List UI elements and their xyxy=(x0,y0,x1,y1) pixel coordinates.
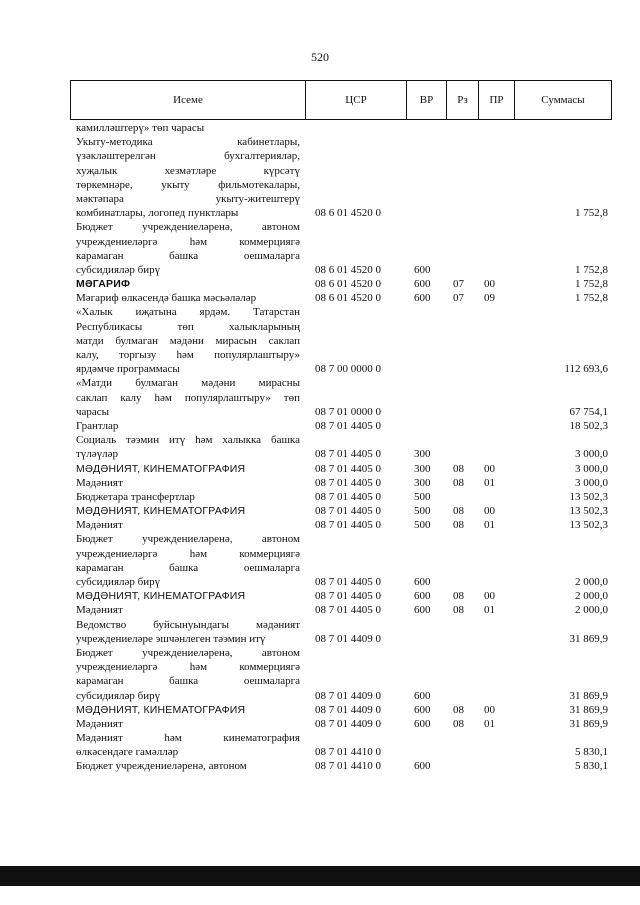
row-name-line: карамаган башка оешмаларга xyxy=(76,675,300,688)
row-sum: 1 752,8 xyxy=(575,207,608,220)
row-vr: 500 xyxy=(414,505,431,518)
row-name-line: учреждениеләре эшчәнлеген тәэмин итү xyxy=(76,632,266,645)
row-rz: 08 xyxy=(453,590,464,603)
table-row xyxy=(76,646,612,703)
row-name xyxy=(76,419,300,433)
table-row xyxy=(76,504,612,518)
row-name xyxy=(76,618,300,646)
row-sum: 2 000,0 xyxy=(575,576,608,588)
table-row xyxy=(76,759,612,773)
row-csr: 08 7 01 4405 0 xyxy=(315,505,381,518)
row-vr: 600 xyxy=(414,760,431,773)
row-name-line: МӘДӘНИЯТ, КИНЕМАТОГРАФИЯ xyxy=(76,505,246,518)
header-name: Исеме xyxy=(173,94,203,106)
row-csr: 08 6 01 4520 0 xyxy=(315,207,381,220)
row-csr: 08 7 01 4405 0 xyxy=(315,462,381,475)
row-name-line: Мәдәният xyxy=(76,476,123,489)
row-name xyxy=(76,759,300,773)
row-sum: 3 000,0 xyxy=(575,448,608,461)
row-pr: 00 xyxy=(484,278,495,291)
row-csr: 08 7 01 4410 0 xyxy=(315,760,381,773)
row-rz: 07 xyxy=(453,292,464,305)
row-name-line: калу, торгызу һәм популярлаштыру» xyxy=(76,349,300,361)
row-csr: 08 7 01 4405 0 xyxy=(315,448,381,461)
row-name xyxy=(76,490,300,504)
row-vr: 300 xyxy=(414,462,431,475)
row-name-line: субсидияләр бирү xyxy=(76,576,161,588)
row-sum: 67 754,1 xyxy=(569,405,608,418)
row-name-line: учреждениеләргә һәм коммерциягә xyxy=(76,235,300,248)
row-sum: 112 693,6 xyxy=(564,363,608,376)
row-csr: 08 7 01 0000 0 xyxy=(315,405,381,418)
row-name xyxy=(76,220,300,277)
row-pr: 01 xyxy=(484,519,495,532)
row-vr: 600 xyxy=(414,689,431,702)
row-rz: 08 xyxy=(453,505,464,518)
row-name-line: Мәгариф өлкәсендә башка мәсьәләләр xyxy=(76,292,257,305)
row-vr: 600 xyxy=(414,604,431,617)
row-sum: 2 000,0 xyxy=(575,590,608,603)
row-csr: 08 6 01 4520 0 xyxy=(315,292,381,305)
row-name xyxy=(76,518,300,532)
table-row xyxy=(76,433,612,461)
row-sum: 1 752,8 xyxy=(575,292,608,305)
row-name xyxy=(76,376,300,419)
table-row xyxy=(76,305,612,376)
row-name xyxy=(76,277,300,291)
row-csr: 08 6 01 4520 0 xyxy=(315,263,381,276)
row-vr: 600 xyxy=(414,717,431,730)
row-name-line: өлкәсендәге гамәлләр xyxy=(76,746,179,759)
table-row xyxy=(76,603,612,617)
row-name-line: МӘГАРИФ xyxy=(76,278,131,291)
row-name-line: матди булмаган мәдәни мирасын саклап xyxy=(76,334,300,347)
row-vr: 600 xyxy=(414,590,431,603)
row-name-line: МӘДӘНИЯТ, КИНЕМАТОГРАФИЯ xyxy=(76,462,246,475)
row-name-line: Бюджет учреждениеләренә, автоном xyxy=(76,646,300,659)
row-name xyxy=(76,731,300,759)
row-vr: 300 xyxy=(414,448,431,461)
row-name xyxy=(76,646,300,703)
table-row xyxy=(76,121,612,135)
row-name xyxy=(76,504,300,518)
table-row xyxy=(76,618,612,646)
row-name-line: карамаган башка оешмаларга xyxy=(76,249,300,262)
row-csr: 08 7 01 4405 0 xyxy=(315,576,381,588)
row-name-line: Бюджет учреждениеләренә, автоном xyxy=(76,221,300,234)
row-vr: 600 xyxy=(414,278,431,291)
row-csr: 08 7 01 4409 0 xyxy=(315,632,381,645)
row-vr: 500 xyxy=(414,490,431,503)
row-name xyxy=(76,603,300,617)
table-row xyxy=(76,462,612,476)
row-rz: 08 xyxy=(453,604,464,617)
row-name-line: үзәкләштерелгән бухгалтерияләр, xyxy=(76,150,300,163)
row-name xyxy=(76,135,300,220)
row-vr: 600 xyxy=(414,576,431,588)
row-name-line: МӘДӘНИЯТ, КИНЕМАТОГРАФИЯ xyxy=(76,703,246,716)
row-rz: 08 xyxy=(453,462,464,475)
row-pr: 01 xyxy=(484,717,495,730)
scan-edge-bar xyxy=(0,866,640,886)
row-vr: 500 xyxy=(414,519,431,532)
row-name-line: Бюджетара трансфертлар xyxy=(76,490,195,503)
row-name-line: учреждениеләргә һәм коммерциягә xyxy=(76,547,300,560)
row-name-line: ярдәмче программасы xyxy=(76,363,180,376)
table-row xyxy=(76,490,612,504)
row-rz: 08 xyxy=(453,703,464,716)
table-row xyxy=(76,731,612,759)
row-sum: 3 000,0 xyxy=(575,476,608,489)
table-row xyxy=(76,717,612,731)
row-name-line: Грантлар xyxy=(76,419,119,432)
table-body xyxy=(76,121,612,774)
row-sum: 1 752,8 xyxy=(575,278,608,291)
row-pr: 09 xyxy=(484,292,495,305)
row-name-line: «Халык иҗатына ярдәм. Татарстан xyxy=(76,306,300,319)
row-sum: 13 502,3 xyxy=(569,490,608,503)
row-pr: 00 xyxy=(484,505,495,518)
row-name-line: Бюджет учреждениеләренә, автоном xyxy=(76,533,300,546)
row-pr: 00 xyxy=(484,703,495,716)
row-vr: 300 xyxy=(414,476,431,489)
row-sum: 5 830,1 xyxy=(575,746,608,759)
table-row xyxy=(76,277,612,291)
row-name-line: Мәдәният xyxy=(76,519,123,532)
row-name-line: камилләштерү» төп чарасы xyxy=(76,122,205,134)
row-csr: 08 7 01 4409 0 xyxy=(315,689,381,702)
header-vr: ВР xyxy=(406,81,446,119)
row-name-line: субсидияләр бирү xyxy=(76,263,161,276)
table-row xyxy=(76,419,612,433)
row-pr: 01 xyxy=(484,604,495,617)
table-header xyxy=(70,80,612,120)
header-csr: ЦСР xyxy=(305,81,406,119)
row-csr: 08 7 00 0000 0 xyxy=(315,363,381,376)
row-name-line: карамаган башка оешмаларга xyxy=(76,561,300,574)
row-sum: 1 752,8 xyxy=(575,263,608,276)
row-name-line: Республикасы төп халыкларының xyxy=(76,320,300,333)
row-vr: 600 xyxy=(414,263,431,276)
row-rz: 07 xyxy=(453,278,464,291)
page-number: 520 xyxy=(311,50,329,64)
table-row xyxy=(76,376,612,419)
row-csr: 08 7 01 4410 0 xyxy=(315,746,381,759)
header-sum: Суммасы xyxy=(514,81,611,119)
table-row xyxy=(76,476,612,490)
row-csr: 08 7 01 4409 0 xyxy=(315,717,381,730)
row-csr: 08 7 01 4405 0 xyxy=(315,476,381,489)
table-row xyxy=(76,532,612,589)
table-row xyxy=(76,703,612,717)
row-csr: 08 6 01 4520 0 xyxy=(315,278,381,291)
row-rz: 08 xyxy=(453,476,464,489)
row-csr: 08 7 01 4405 0 xyxy=(315,590,381,603)
row-name xyxy=(76,121,300,135)
row-sum: 3 000,0 xyxy=(575,462,608,475)
row-sum: 31 869,9 xyxy=(569,689,608,702)
row-name-line: комбинатлары, логопед пунктлары xyxy=(76,207,239,220)
row-sum: 5 830,1 xyxy=(575,760,608,773)
row-name-line: Социаль тәэмин итү һәм халыкка башка xyxy=(76,434,300,447)
row-sum: 31 869,9 xyxy=(569,632,608,645)
table-row xyxy=(76,518,612,532)
row-pr: 00 xyxy=(484,462,495,475)
row-name-line: Мәдәният һәм кинематография xyxy=(76,732,300,745)
row-name xyxy=(76,476,300,490)
row-sum: 13 502,3 xyxy=(569,519,608,532)
row-name xyxy=(76,589,300,603)
row-pr: 00 xyxy=(484,590,495,603)
table-row xyxy=(76,291,612,305)
row-name-line: Мәдәният xyxy=(76,717,123,730)
row-name-line: «Матди булмаган мәдәни мирасны xyxy=(76,377,300,390)
row-name-line: хуҗалык хезмәтләре күрсәтү xyxy=(76,164,300,177)
row-csr: 08 7 01 4409 0 xyxy=(315,703,381,716)
header-rz: Рз xyxy=(446,81,478,119)
table-row xyxy=(76,220,612,277)
row-sum: 31 869,9 xyxy=(569,717,608,730)
row-rz: 08 xyxy=(453,717,464,730)
table-row xyxy=(76,135,612,220)
row-sum: 18 502,3 xyxy=(569,419,608,432)
row-name-line: чарасы xyxy=(76,405,110,418)
row-name xyxy=(76,433,300,461)
row-name xyxy=(76,291,300,305)
row-csr: 08 7 01 4405 0 xyxy=(315,604,381,617)
row-name xyxy=(76,703,300,717)
header-pr: ПР xyxy=(478,81,514,119)
row-name-line: түләүләр xyxy=(76,448,119,461)
row-name-line: субсидияләр бирү xyxy=(76,689,161,702)
row-name xyxy=(76,305,300,376)
row-name xyxy=(76,532,300,589)
row-sum: 31 869,9 xyxy=(569,703,608,716)
row-csr: 08 7 01 4405 0 xyxy=(315,490,381,503)
table-row xyxy=(76,589,612,603)
row-name-line: МӘДӘНИЯТ, КИНЕМАТОГРАФИЯ xyxy=(76,590,246,603)
row-name-line: Мәдәният xyxy=(76,604,123,617)
row-vr: 600 xyxy=(414,703,431,716)
row-name-line: Ведомство буйсынуындагы мәдәният xyxy=(76,618,300,631)
row-sum: 13 502,3 xyxy=(569,505,608,518)
row-name xyxy=(76,717,300,731)
row-csr: 08 7 01 4405 0 xyxy=(315,519,381,532)
row-name-line: учреждениеләргә һәм коммерциягә xyxy=(76,661,300,674)
row-name-line: төркемнәре, укыту фильмотекалары, xyxy=(76,178,300,191)
row-name-line: саклап калу һәм популярлаштыру» төп xyxy=(76,391,300,404)
row-name-line: Укыту-методика кабинетлары, xyxy=(76,136,300,149)
row-name-line: мәктәпара укыту-житештерү xyxy=(76,192,300,205)
row-rz: 08 xyxy=(453,519,464,532)
row-name xyxy=(76,462,300,476)
row-vr: 600 xyxy=(414,292,431,305)
row-pr: 01 xyxy=(484,476,495,489)
row-sum: 2 000,0 xyxy=(575,604,608,617)
row-csr: 08 7 01 4405 0 xyxy=(315,419,381,432)
row-name-line: Бюджет учреждениеләренә, автоном xyxy=(76,760,247,773)
